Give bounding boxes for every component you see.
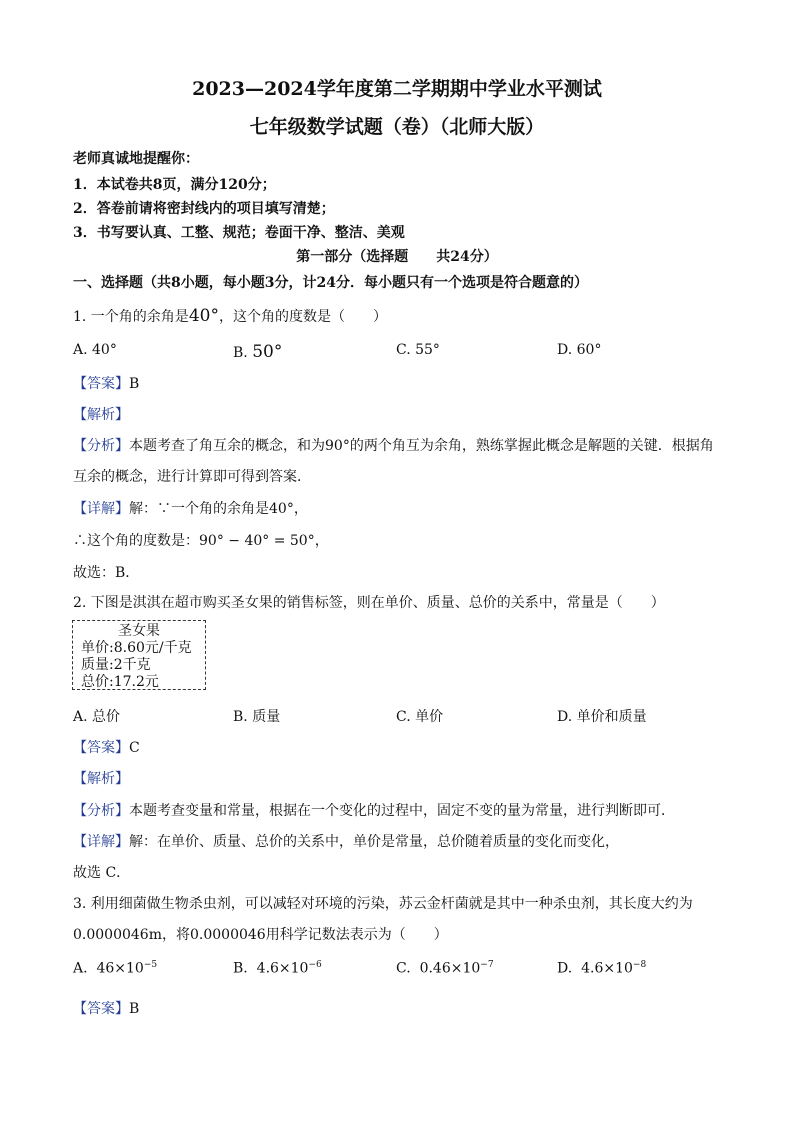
q3-option-b [233, 960, 322, 977]
q3-answer-value: B [129, 1001, 140, 1017]
notice-item-2: 2．答卷前请将密封线内的项目填写清楚； [73, 201, 335, 217]
q2-fenxi-text: 本题考查变量和常量，根据在一个变化的过程中，固定不变的量为常量，进行判断即可． [129, 803, 675, 819]
answer-tag: 【答案】 [73, 376, 129, 392]
q1-conclusion: 故选：B． [73, 565, 140, 581]
q2-fenxi [73, 800, 675, 820]
price-label-box [72, 620, 206, 690]
q1-option-c: C. 55° [396, 342, 440, 358]
q1-option-b-value: 50° [252, 342, 283, 362]
q1-detail-1 [73, 498, 308, 518]
q1-stem-before: 1. 一个角的余角是 [73, 309, 189, 325]
q1-option-d: D. 60° [557, 342, 602, 358]
option-exponent: −8 [632, 960, 647, 970]
fenxi-tag: 【分析】 [73, 803, 129, 819]
price-label-line: 质量:2千克 [81, 657, 151, 673]
option-exponent: −7 [480, 960, 494, 970]
q3-option-c [396, 960, 494, 977]
q3-stem-text: 用科学记数法表示为（ ） [265, 927, 448, 943]
exam-subtitle: 七年级数学试题（卷）（北师大版） [249, 116, 545, 138]
part-title: 第一部分（选择题 共24分） [296, 249, 498, 265]
q1-option-b [233, 342, 282, 362]
q2-conclusion: 故选 C． [73, 865, 131, 881]
q2-detail [73, 831, 619, 851]
q2-option-a: A. 总价 [73, 709, 121, 725]
section-title: 一、选择题（共8小题，每小题3分，计24分．每小题只有一个选项是符合题意的） [73, 275, 588, 291]
q3-stem-text: ，将 [161, 927, 190, 943]
option-exponent: −6 [308, 960, 322, 970]
detail-tag: 【详解】 [73, 834, 129, 850]
option-base: 46×10 [96, 960, 144, 977]
notice-heading: 老师真诚地提醒你： [73, 151, 199, 167]
detail-tag: 【详解】 [73, 501, 129, 517]
option-base: 4.6×10 [581, 960, 633, 977]
option-base: 4.6×10 [256, 960, 309, 977]
q1-stem [73, 306, 387, 326]
price-label-title: 圣女果 [118, 623, 160, 639]
q1-fenxi-text: 本题考查了角互余的概念，和为90°的两个角互为余角，熟练掌握此概念是解题的关键．根据角 [129, 438, 714, 454]
option-exponent: −5 [143, 960, 158, 970]
option-label: D. [557, 960, 573, 977]
q2-analysis-tag: 【解析】 [73, 771, 129, 787]
q2-option-d: D. 单价和质量 [557, 709, 647, 725]
q3-option-a [73, 960, 157, 977]
q1-detail-2: ∴这个角的度数是：90° − 40° = 50°， [73, 533, 329, 549]
q1-answer [73, 373, 139, 393]
q2-detail-text: 解：在单价、质量、总价的关系中，单价是常量，总价随着质量的变化而变化， [129, 834, 619, 850]
option-label: A. [73, 960, 88, 977]
option-label: C. [396, 960, 411, 977]
q1-fenxi-1 [73, 435, 714, 455]
q2-stem: 2. 下图是淇淇在超市购买圣女果的销售标签，则在单价、质量、总价的关系中，常量是（ ） [73, 595, 665, 611]
fenxi-tag: 【分析】 [73, 438, 129, 454]
answer-tag: 【答案】 [73, 1001, 129, 1017]
q1-detail-text: 解：∵一个角的余角是40°， [129, 501, 308, 517]
price-label-line: 总价:17.2元 [81, 674, 159, 690]
q3-length-value: 0.0000046m [73, 927, 162, 943]
q3-number: 0.0000046 [189, 927, 266, 943]
q1-option-a: A. 40° [73, 342, 117, 358]
q2-option-b: B. 质量 [233, 709, 281, 725]
q2-option-c: C. 单价 [396, 709, 444, 725]
q1-fenxi-2: 互余的概念，进行计算即可得到答案． [73, 469, 311, 485]
notice-item-3: 3．书写要认真、工整、规范；卷面干净、整洁、美观 [73, 225, 405, 241]
q1-stem-value: 40° [188, 306, 219, 326]
q1-answer-value: B [129, 376, 140, 392]
q2-answer-value: C [129, 740, 140, 756]
option-base: 0.46×10 [419, 960, 481, 977]
q1-stem-after: ，这个角的度数是（ ） [218, 309, 387, 325]
q1-option-b-label: B. [233, 345, 248, 361]
q3-option-d [557, 960, 646, 977]
q3-answer [73, 998, 139, 1018]
q3-stem-2 [73, 924, 448, 944]
answer-tag: 【答案】 [73, 740, 129, 756]
option-label: B. [233, 960, 248, 977]
q2-answer [73, 737, 140, 757]
q3-stem-1: 3. 利用细菌做生物杀虫剂，可以减轻对环境的污染，苏云金杆菌就是其中一种杀虫剂，其长度大约为 [73, 896, 693, 912]
q1-analysis-tag: 【解析】 [73, 407, 129, 423]
notice-item-1: 1．本试卷共8页，满分120分； [73, 177, 276, 193]
exam-title: 2023—2024学年度第二学期期中学业水平测试 [192, 78, 602, 100]
price-label-line: 单价:8.60元/千克 [81, 640, 192, 656]
